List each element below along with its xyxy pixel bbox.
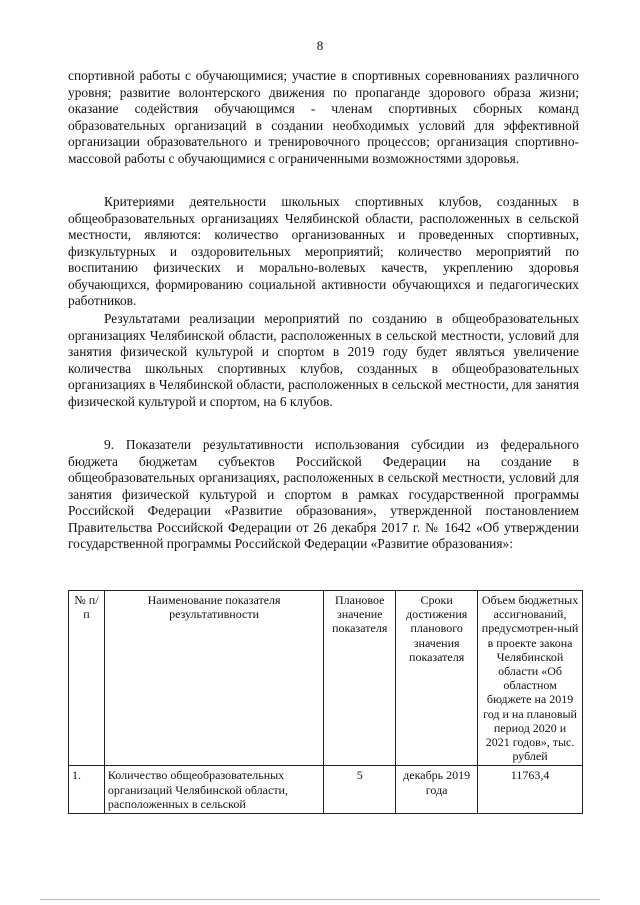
page-number: 8 bbox=[316, 38, 324, 53]
paragraph-2: Критериями деятельности школьных спортивных клубов, созданных в общеобразовательных организациях Челябинской области, расположенных в сельской местности, являются: количество организованных и проведенных спортивных, физкультурных и оздоровительных мероприятий; количество мероприятий по воспитанию физических и морально-волевых качеств, укреплению здоровья обучающихся, формированию социальной активности обучающихся и педагогических работников. bbox=[68, 194, 579, 308]
row-indicator-name: Количество общеобразовательных организаций Челябинской области, расположенных в сельской bbox=[104, 766, 323, 814]
table-header-row bbox=[69, 591, 583, 766]
row-deadline: декабрь 2019 года bbox=[396, 766, 478, 814]
paragraph-1: спортивной работы с обучающимися; участие в спортивных соревнованиях различного уровня; развитие волонтерского движения по пропаганде здорового образа жизни; оказание содействия обучающимся - членам спортивных сборных команд образовательных организаций в создании необходимых условий для эффективной организации образовательного и тренировочного процессов; организация спортивно-массовой работы с обучающимися с ограниченными возможностями здоровья. bbox=[68, 68, 579, 166]
row-budget-volume: 11763,4 bbox=[478, 766, 583, 814]
header-planned-value: Плановое значение показателя bbox=[324, 591, 396, 766]
paragraph-4: 9. Показатели результативности использования субсидии из федерального бюджета бюджетам субъектов Российской Федерации на создание в общеобразовательных организациях, расположенных в сельской местности, условий для занятия физической культурой и спортом в рамках государственной программы Российской Федерации «Развитие образования», утвержденной постановлением Правительства Российской Федерации от 26 декабря 2017 г. № 1642 «Об утверждении государственной программы Российской Федерации «Развитие образования»: bbox=[68, 437, 579, 551]
header-indicator-name: Наименование показателя результативности bbox=[104, 591, 323, 766]
header-number: № п/п bbox=[69, 591, 105, 766]
scan-edge-line bbox=[40, 899, 600, 900]
table-row bbox=[69, 766, 583, 814]
page-bottom-cut bbox=[68, 857, 583, 905]
row-number: 1. bbox=[69, 766, 105, 814]
header-deadline: Сроки достижения планового значения показателя bbox=[396, 591, 478, 766]
indicators-table bbox=[68, 590, 583, 814]
header-budget-volume: Объем бюджетных ассигнований, предусмотрен-ный в проекте закона Челябинской области «Об областном бюджете на 2019 год и на плановый период 2020 и 2021 годов», тыс. рублей bbox=[478, 591, 583, 766]
row-planned-value: 5 bbox=[324, 766, 396, 814]
paragraph-3: Результатами реализации мероприятий по созданию в общеобразовательных организациях Челябинской области, расположенных в сельской местности, условий для занятия физической культурой и спортом в 2019 году будет являться увеличение количества школьных спортивных клубов, созданных в общеобразовательных организациях в Челябинской области, расположенных в сельской местности, для занятия физической культурой и спортом, на 6 клубов. bbox=[68, 311, 579, 409]
